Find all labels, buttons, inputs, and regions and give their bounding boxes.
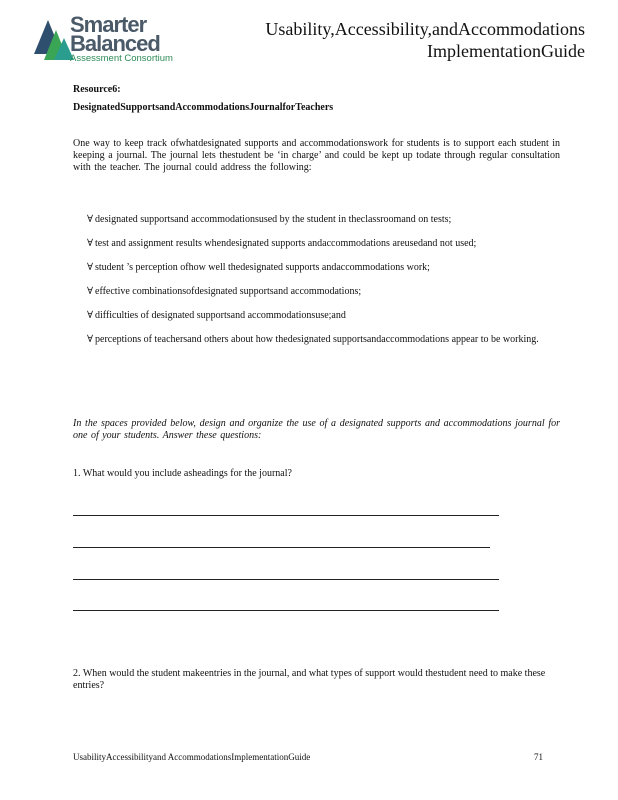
- logo-word-smarter: Smarter: [70, 12, 147, 37]
- bullet-text: difficulties of designated supportsand accommodationsuse;and: [95, 310, 346, 321]
- bullet-text: designated supportsand accommodationsused by the student in theclassroomand on tests;: [95, 214, 452, 225]
- page-number: 71: [534, 752, 543, 762]
- instructions-paragraph: In the spaces provided below, design and organize the use of a designated supports and accommodations journal for one of your students. Answer these questions:: [73, 418, 560, 441]
- bullet-list: [87, 214, 557, 358]
- bullet-item: [87, 334, 557, 346]
- intro-paragraph: One way to keep track ofwhatdesignated supports and accommodationswork for students is to support each student in keeping a journal. The journal lets thestudent be ‘in charge’ and could be kept up todate through regular consultation with the teacher. The journal could address the following:: [73, 138, 561, 173]
- bullet-item: [87, 310, 557, 322]
- bullet-symbol: ∀: [87, 214, 94, 225]
- bullet-symbol: ∀: [87, 334, 94, 345]
- answer-line: [73, 547, 490, 548]
- bullet-item: [87, 286, 557, 298]
- bullet-text: effective combinationsofdesignated supportsand accommodations;: [95, 286, 362, 297]
- answer-line: [73, 579, 499, 580]
- question-1: 1. What would you include asheadings for the journal?: [73, 468, 292, 479]
- document-title-line1: Usability,Accessibility,andAccommodations: [265, 19, 585, 39]
- bullet-text: perceptions of teachersand others about how thedesignated supportsandaccommodations appear to be working.: [95, 334, 539, 345]
- logo-tagline: Assessment Consortium: [70, 53, 173, 64]
- footer-guide-title: UsabilityAccessibilityand AccommodationsImplementationGuide: [73, 752, 311, 762]
- bullet-symbol: ∀: [87, 262, 94, 273]
- bullet-text: student ’s perception ofhow well thedesignated supports andaccommodations work;: [95, 262, 430, 273]
- answer-line: [73, 610, 499, 611]
- resource-label: Resource6:: [73, 84, 121, 95]
- logo-triangles-icon: [34, 16, 74, 62]
- bullet-item: [87, 238, 557, 250]
- bullet-symbol: ∀: [87, 286, 94, 297]
- smarter-balanced-logo: [34, 14, 184, 66]
- bullet-symbol: ∀: [87, 310, 94, 321]
- document-title: [265, 18, 585, 62]
- question-2: 2. When would the student makeentries in the journal, and what types of support would thestudent need to make these entries?: [73, 668, 546, 691]
- answer-line: [73, 515, 499, 516]
- bullet-text: test and assignment results whendesignated supports andaccommodations areusedand not used;: [95, 238, 477, 249]
- bullet-item: [87, 262, 557, 274]
- bullet-symbol: ∀: [87, 238, 94, 249]
- resource-title: DesignatedSupportsandAccommodationsJournalforTeachers: [73, 102, 334, 113]
- bullet-item: [87, 214, 557, 226]
- logo-word-balanced: Balanced: [70, 31, 160, 56]
- document-title-line2: ImplementationGuide: [427, 41, 585, 61]
